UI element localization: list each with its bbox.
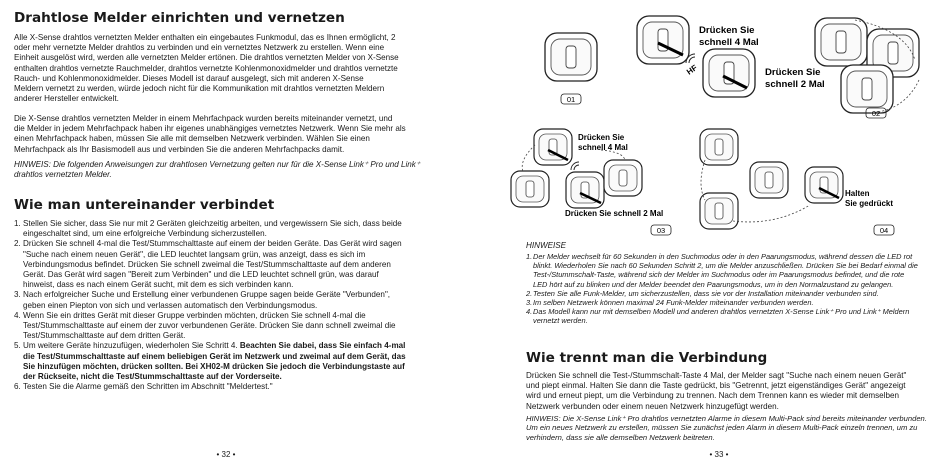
- heading-setup: Drahtlose Melder einrichten und vernetzen: [14, 10, 345, 26]
- press-label: Drücken Sie: [765, 67, 821, 78]
- list-item: [14, 311, 406, 342]
- right-page: [475, 0, 950, 467]
- text-line: Test-/Stummschalt-Taste, während sich der Melder im Suchmodus oder im Paarungsmodus befindet, und die rote: [533, 270, 905, 280]
- page-number: • 32 •: [216, 450, 236, 459]
- step-number: 1.: [14, 219, 21, 228]
- text-line: Netzwerk verbunden oder einem neuen Netzwerk hinzugefügt werden.: [526, 401, 779, 411]
- text-line: geben einen Piepton von sich und verlassen automatisch den Verbindungsmodus.: [23, 300, 318, 310]
- text-line: die Test/Stummschalttaste auf einem beliebigen Gerät im Netzwerk und zweimal auf dem Gerät, das: [23, 351, 406, 361]
- detector-icon: [841, 65, 893, 113]
- detector-icon: [545, 33, 597, 81]
- text-line: Wenn Sie ein drittes Gerät mit dieser Gruppe verbinden möchten, drücken Sie schnell 4-mal die: [23, 310, 366, 320]
- hold-label: Sie gedrückt: [845, 199, 894, 208]
- list-item: [14, 219, 406, 239]
- detector-icon: [700, 193, 738, 229]
- connection-dashes: [733, 205, 810, 222]
- text-line: Um ein neues Netzwerk zu erstellen, müssen Sie zunächst jeden Alarm in diesem Multi-Pack einzeln trennen, um zu: [526, 423, 918, 433]
- step-number: 6.: [14, 382, 21, 392]
- caption-04: [874, 225, 894, 235]
- multipack-paragraph: [14, 114, 406, 155]
- text-line: eingeschaltet sind, um eine erfolgreiche Verbindung sicherzustellen.: [23, 229, 267, 239]
- text-line: die Melder in jedem Mehrfachpack haben ihr eigenes unabhängiges vernetztes Netzwerk. Wenn Sie mehr als: [14, 124, 406, 134]
- text-line: der Rückseite, nicht die Test/Stummschalttaste auf der Vorderseite.: [23, 372, 282, 382]
- text-line: HINWEIS: Die folgenden Anweisungen zur drahtlosen Vernetzung gelten nur für die X-Sense Link⁺ Pro und Link⁺: [14, 160, 421, 169]
- text-line: Mehrfachpack als Ihr Basismodell aus und verbinden Sie die anderen Mehrfachpacks damit.: [14, 144, 345, 154]
- text-line: Gerät. Das Gerät wird sagen "Bereit zum Verbinden" und die LED leuchtet schnell grün, was darauf: [23, 270, 379, 280]
- text-line: Meldern vernetzt zu werden, würde jedoch nicht für die Kommunikation mit drahtlos vernetzten Meldern: [14, 84, 385, 94]
- list-item: [526, 252, 918, 289]
- text-line: Der Melder wechselt für 60 Sekunden in den Suchmodus oder in den Paarungsmodus, während dessen die LED rot: [533, 252, 913, 261]
- note-number: 3.: [526, 298, 533, 308]
- list-item: [14, 341, 406, 382]
- caption-03: [651, 225, 671, 235]
- press-label: schnell 4 Mal: [578, 143, 628, 152]
- detector-icon: [604, 160, 642, 196]
- list-item: [526, 289, 918, 298]
- caption-01: [561, 94, 581, 104]
- text-line: Testen Sie die Alarme gemäß den Schritten im Abschnitt "Meldertest.": [23, 382, 273, 392]
- step-text: Um weitere Geräte hinzuzufügen, wiederholen Sie Schritt 4.: [23, 341, 238, 351]
- text-line: Stellen Sie sicher, dass Sie nur mit 2 Geräten gleichzeitig arbeiten, und vergewissern Sie sich, dass beide: [23, 219, 402, 228]
- detector-icon: [750, 162, 788, 198]
- text-line: Nach erfolgreicher Suche und Erstellung einer verbundenen Gruppe sagen beide Geräte "Verbunden",: [23, 290, 391, 300]
- caption-text: 02: [871, 109, 881, 118]
- caption-text: 01: [566, 95, 576, 104]
- caption-text: 03: [656, 226, 666, 235]
- detector-icon: [815, 18, 867, 66]
- press-label: schnell 2 Mal: [765, 79, 825, 90]
- hf-label: HF: [684, 63, 699, 77]
- pairing-diagram: [475, 0, 950, 245]
- text-line: Die X-Sense drahtlos vernetzten Melder in einem Mehrfachpack wurden bereits miteinander vernetzt, und: [14, 114, 393, 123]
- text-line: oder mehr vernetzte Melder drahtlos zu verbinden und ein vernetztes Netzwerk zu erstellen. Wenn eine: [14, 43, 385, 53]
- step-bold-text: Beachten Sie dabei, dass Sie einfach 4-mal: [239, 341, 406, 351]
- text-line: blinkt. Wiederholen Sie nach 60 Sekunden Schritt 2, um die Melder anzuschließen. Drücken Sie bei Bedarf einmal die: [533, 261, 918, 271]
- text-line: Im selben Netzwerk können maximal 24 Funk-Melder miteinander verbunden werden.: [533, 298, 814, 308]
- detector-icon: [637, 16, 689, 64]
- steps-list: [14, 219, 406, 392]
- detector-icon: [700, 129, 738, 165]
- press-label: schnell 4 Mal: [699, 37, 759, 48]
- note-number: 2.: [526, 288, 533, 298]
- step-number: 2.: [14, 239, 21, 249]
- text-line: enthalten drahtlos vernetzte Rauchmelder, drahtlos vernetzte Kohlenmonoxidmelder und drahtlos vernetzte: [14, 63, 398, 73]
- text-line: einen Mehrfachpack haben, müssen Sie alle mit demselben Netzwerk verbinden. Wählen Sie einen: [14, 134, 370, 144]
- step-number: 5.: [14, 341, 21, 351]
- note-number: 4.: [526, 307, 533, 317]
- press-label: Drücken Sie schnell 2 Mal: [565, 209, 664, 218]
- text-line: "Suche nach einem neuen Gerät", die LED leuchtet langsam grün, was anzeigt, dass es sich im: [23, 249, 366, 259]
- text-line: Verbindungsmodus befindet. Drücken Sie schnell zweimal die Test/Stummschalttaste auf dem anderen: [23, 259, 391, 269]
- detector-icon: [703, 49, 755, 97]
- text-line: hinweist, dass es nach einem Gerät sucht, mit dem es sich verbinden kann.: [23, 280, 294, 290]
- text-line: drahtlos vernetzten Melder.: [14, 170, 112, 180]
- intro-paragraph: [14, 33, 399, 104]
- text-line: Sie hinzufügen möchten, drücken sollten. Bei XH02-M drücken Sie jedoch die Verbindungstaste auf: [23, 361, 405, 371]
- connection-dashes: [522, 145, 535, 172]
- text-line: Test/Stummschalttaste auf einem der zuvor verbundenen Geräte. Drücken Sie dann schnell zweimal die: [23, 321, 396, 331]
- text-line: Testen Sie alle Funk-Melder, um sicherzustellen, dass sie vor der Installation miteinander verbunden sind.: [533, 288, 879, 298]
- press-label: Drücken Sie: [699, 25, 755, 36]
- step-number: 4.: [14, 310, 21, 320]
- page-number: • 33 •: [709, 450, 729, 459]
- text-line: und piept einmal. Halten Sie dann die Taste gedrückt, bis "Getrennt, jetzt eigenständiges Gerät" angezeigt: [526, 381, 906, 391]
- text-line: wird und erneut piept, um die Verbindung zu trennen. Nach dem Trennen kann es wieder mit demselben: [526, 391, 899, 401]
- text-line: Drücken Sie schnell 4-mal die Test/Stummschalttaste auf einem der beiden Geräte. Das Gerät wird sagen: [23, 239, 402, 249]
- text-line: LED hört auf zu blinken und der Melder beendet den Paarungsmodus, um in den Normalzustand zu gelangen.: [533, 279, 894, 289]
- text-line: Einheit ausgelöst wird, werden alle vernetzten Melder ertönen. Die drahtlos vernetzten Melder von X-Sense: [14, 53, 399, 63]
- hold-label: Halten: [845, 189, 870, 198]
- disconnect-paragraph: [526, 371, 906, 412]
- heading-disconnect: Wie trennt man die Verbindung: [526, 350, 768, 366]
- text-line: Test/Stummschalttaste auf dem dritten Gerät.: [23, 331, 186, 341]
- list-item: [526, 307, 918, 325]
- caption-text: 04: [879, 226, 889, 235]
- text-line: anderer Hersteller entwickelt.: [14, 94, 119, 104]
- heading-connect: Wie man untereinander verbindet: [14, 197, 275, 213]
- hinweis-note: [14, 160, 420, 180]
- list-item: [14, 382, 406, 392]
- hinweise-title: HINWEISE: [526, 241, 567, 250]
- list-item: [14, 290, 406, 310]
- hinweis-multipack-note: [526, 414, 927, 442]
- step-number: 3.: [14, 290, 21, 300]
- text-line: HINWEIS: Die X-Sense Link⁺ Pro drahtlos vernetzten Alarme in diesem Multi-Pack sind bereits miteinander verbunden.: [526, 414, 927, 423]
- list-item: [526, 298, 918, 307]
- list-item: [14, 239, 406, 290]
- text-line: Alle X-Sense drahtlos vernetzten Melder enthalten ein eingebautes Funkmodul, das es Ihnen ermöglicht, 2: [14, 33, 396, 42]
- text-line: Das Modell kann nur mit demselben Modell und anderen drahtlos vernetzten X-Sense Link⁺ Pro und Link⁺ Meldern: [533, 307, 910, 317]
- detector-icon: [511, 171, 549, 207]
- notes-list: [526, 252, 918, 326]
- text-line: [23, 341, 406, 351]
- note-number: 1.: [526, 252, 533, 261]
- text-line: verhindern, dass sie alle demselben Netzwerk beitreten.: [526, 432, 715, 442]
- text-line: Drücken Sie schnell die Test-/Stummschalt-Taste 4 Mal, der Melder sagt "Suche nach einem neuen Gerät": [526, 371, 907, 380]
- press-label: Drücken Sie: [578, 133, 625, 142]
- text-line: vernetzt werden.: [533, 316, 588, 326]
- text-line: Rauch- und Kohlenmonoxidmelder. Dieses Modell ist darauf ausgelegt, sich mit anderen X-Sense: [14, 73, 364, 83]
